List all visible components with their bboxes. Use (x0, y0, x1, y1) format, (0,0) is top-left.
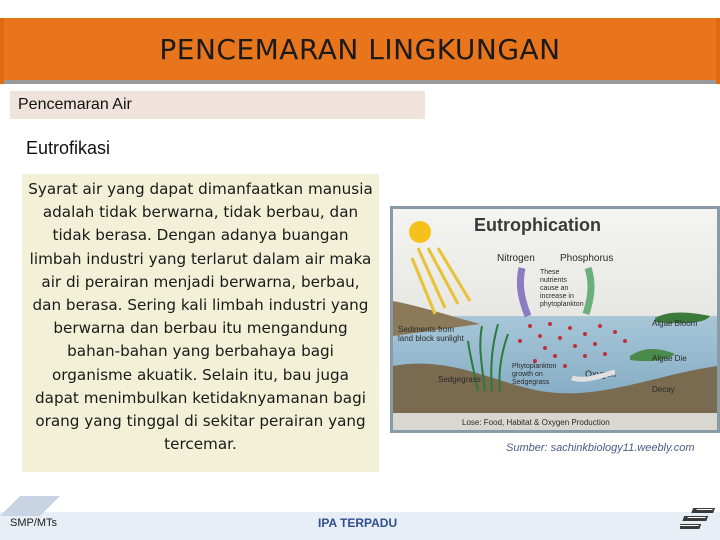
title-bar (0, 18, 720, 84)
phosphorus-label: Phosphorus (560, 253, 614, 264)
phyto-line: growth on (512, 371, 543, 378)
sedgegrass-label: Sedgegrass (438, 375, 481, 384)
footer-level: SMP/MTs (10, 517, 58, 529)
stacked-books-icon (680, 500, 716, 536)
footer-subject: IPA TERPADU (318, 516, 398, 530)
phyto-line: Sedgegrass (512, 379, 550, 386)
sun-icon (409, 221, 431, 243)
nutrients-line: phytoplankton (540, 301, 584, 308)
section-heading: Eutrofikasi (26, 138, 111, 158)
title-panel (4, 18, 716, 84)
nutrients-line: cause an (540, 285, 569, 292)
body-paragraph: Syarat air yang dapat dimanfaatkan manusia adalah tidak berwarna, tidak berbau, dan tidak berasa. Dengan adanya buangan limbah industri yang terlarut dalam air maka air di perairan menjadi berwarna, berbau, dan berasa. Sering kali limbah industri yang berwarna dan berbau itu mengandung bahan-bahan yang berbahaya bagi organisme akuatik. Selain itu, bau juga dapat menimbulkan ketidaknyamanan bagi orang yang tinggal di sekitar perairan yang tercemar. (28, 180, 373, 454)
nutrients-line: nutrients (540, 277, 567, 284)
sediments-label: Sediments from (398, 325, 455, 334)
nitrogen-label: Nitrogen (497, 253, 535, 264)
eutrophication-figure (390, 206, 720, 433)
subtitle: Pencemaran Air (18, 96, 132, 113)
nutrients-line: increase in (540, 293, 574, 300)
decay-label: Decay (652, 385, 675, 394)
figure-caption: Sumber: sachinkbiology11.weebly.com (506, 442, 695, 454)
lose-label: Lose: Food, Habitat & Oxygen Production (462, 418, 610, 427)
oxygen-label: Oxygen (585, 369, 617, 379)
sediments-label: land block sunlight (398, 334, 464, 343)
figure-title: Eutrophication (474, 215, 601, 235)
algae-bloom-label: Algae Bloom (652, 319, 698, 328)
nutrients-line: These (540, 269, 560, 276)
algae-die-label: Algae Die (652, 354, 687, 363)
text-box (22, 174, 379, 472)
corner-decoration (0, 496, 60, 516)
slide-title: PENCEMARAN LINGKUNGAN (159, 32, 561, 66)
subtitle-bar (10, 91, 425, 119)
phyto-line: Phytoplankton (512, 363, 557, 370)
